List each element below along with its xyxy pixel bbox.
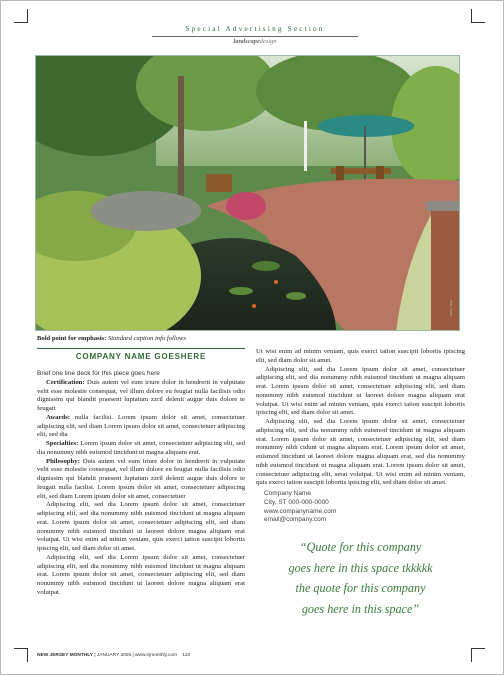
column-rule: [37, 348, 245, 349]
crop-mark: [14, 648, 28, 649]
section-subtitle-bold: landscape: [233, 38, 260, 45]
photo-credit: Photo: Ivan: [449, 299, 453, 316]
paragraph-lead: Certification:: [46, 378, 85, 386]
section-subtitle-rest: design: [259, 38, 277, 45]
body-paragraph: [37, 554, 245, 598]
body-paragraph: [37, 440, 245, 458]
paragraph-lead: Specialties:: [46, 440, 79, 447]
section-subtitle: [150, 38, 360, 45]
paragraph-text: Duis autem vel eum iriure dolor in hendrerit in vulputate velit esse molestie consequat, vel illum dolore eu feugiat nulla facilisis odio dignissim qui blandit praesent luptatum zzril delenit augue duis dolore te feugait: [37, 378, 246, 412]
caption-italic: Standard caption info follows: [107, 335, 186, 342]
contact-block: [256, 490, 465, 525]
deck: Brief one line deck for this piece goes here: [37, 370, 160, 377]
footer-issue: | JANUARY 2005 | www.njmonthly.com: [92, 653, 178, 658]
page-footer: [37, 653, 190, 658]
contact-name: Company Name: [264, 490, 311, 497]
contact-email[interactable]: email@company.com: [264, 516, 327, 524]
section-rule: [152, 36, 358, 37]
column-right: [256, 348, 465, 619]
pull-quote: [256, 537, 465, 619]
crop-mark: [27, 9, 28, 23]
contact-web[interactable]: www.companyname.com: [264, 507, 337, 515]
contact-city: City, ST 000-000-0000: [264, 498, 329, 506]
footer-magazine: NEW JERSEY MONTHLY: [37, 653, 93, 658]
crop-mark: [471, 9, 472, 23]
caption-bold: Bold point for emphasis:: [37, 335, 107, 342]
company-heading: COMPANY NAME GOESHERE: [75, 352, 207, 361]
body-paragraph: [37, 379, 245, 414]
crop-mark: [471, 22, 485, 23]
quote-line: the quote for this company: [295, 581, 426, 595]
column-right-paragraphs: [256, 348, 465, 488]
quote-line: “Quote for this company: [299, 540, 422, 554]
paragraph-lead: Awards:: [46, 413, 71, 421]
paragraph-text: Duis autem vel eum iriure dolor in hendrerit in vulputate velit esse molestie consequat, vel illum dolore eu feugiat nulla facilisis odio dignissim qui blandit praesent luptatum zzril delenit augue duis dolore te feugait nulla facilisi. Lorem ipsum dolor sit amet, consectetuer adipiscing elit, sed diam Lorem ipsum dolor sit amet, consectetuer: [37, 457, 246, 500]
page-number: 113: [182, 653, 191, 658]
body-paragraph: [37, 501, 245, 554]
section-title: Special Advertising Section: [185, 25, 325, 33]
garden-photo-illustration: [36, 56, 460, 331]
photo-caption: [37, 335, 186, 342]
quote-line: goes here in this space”: [301, 601, 420, 616]
body-paragraph: [37, 458, 245, 502]
crop-mark: [14, 22, 28, 23]
crop-mark: [471, 648, 485, 649]
body-paragraph: [37, 414, 245, 440]
quote-line: goes here in this space tkkkkk: [288, 560, 433, 575]
body-paragraph: Ut wisi enim ad minim veniam, quis exerci tation suscipit lobortis ipiscing elit, sed diam dolor sit amet.: [256, 348, 465, 364]
body-paragraph: Adipiscing elit, sed dia Lorem ipsum dolor sit amet, consectetuer adipiscing elit, sed dia nonummy nibh euismod tincidunt ut magna aliquam erat. Lorem ipsum dolor sit amet, consectetuer adipiscing elit, sed diam nonummy nibh euismod tincidunt ut laoreet dolore magna aliquam erat volutpat. Ut wisi enim ad minim veniam, quis exerci tation suscipit lobortis ipiscing elit, sed diam dolor sit amet.: [256, 365, 465, 417]
paragraph-text: Lorem ipsum dolor sit amet, consectetuer adipiscing elit, sed dia nonummy nibh euismod tincidunt ut magna aliquam erat.: [37, 440, 245, 456]
paragraph-text: nulla facilisi. Lorem ipsum dolor sit amet, consectetuer adipiscing elit, sed diam Lorem ipsum dolor sit amet, consectetuer adipiscing elit, sed dia: [37, 413, 245, 439]
crop-mark: [471, 648, 472, 662]
column-left-paragraphs: [37, 379, 245, 598]
column-left: [37, 370, 245, 598]
crop-mark: [27, 648, 28, 662]
paragraph-lead: Philosophy:: [46, 457, 80, 465]
paragraph-text: Adipiscing elit, sed dia Lorem ipsum dolor sit amet, consectetuer adipiscing elit, sed dia nonummy nibh euismod tincidunt ut magna aliquam erat. Lorem ipsum dolor sit amet, consectetuer adipiscing elit, sed diam nonummy nibh euismod tincidunt ut laoreet dolore magna aliquam erat volutpat.: [37, 553, 245, 596]
body-paragraph: Adipiscing elit, sed dia Lorem ipsum dolor sit amet, consectetuer adipiscing elit, sed dia nonummy nibh euismod tincidunt ut magna aliquam erat. Lorem ipsum dolor sit amet, consectetuer adipiscing elit, sed diam nonummy nibh cidunt ut magna aliquam erat. Lorem ipsum dolor sit amet, euismod tincidunt ut laoreet dolore magna aliquam erat, sed dia nonummy nibh euismod tincidunt ut magna aliquam erat. Lorem ipsum dolor sit amet, consectetuer adipiscing elit, serat volutpat. Ut wisi enim ad minim veniam, quis exerci tation suscipit lobortis ipiscing elit, sed diam dolor sit amet.: [256, 418, 465, 487]
garden-photo: [35, 55, 460, 331]
paragraph-text: Adipiscing elit, sed dia Lorem ipsum dolor sit amet, consectetuer adipiscing elit, sed dia nonummy nibh euismod tincidunt ut magna aliquam erat. Lorem ipsum dolor sit amet, consectetuer adipiscing elit, sed diam nonummy nibh euismod tincidunt ut laoreet dolore magna aliquam erat volutpat. Ut wisi enim ad minim veniam, quis exerci tation suscipit lobortis ipiscing elit, sed diam dolor sit amet.: [37, 501, 245, 552]
